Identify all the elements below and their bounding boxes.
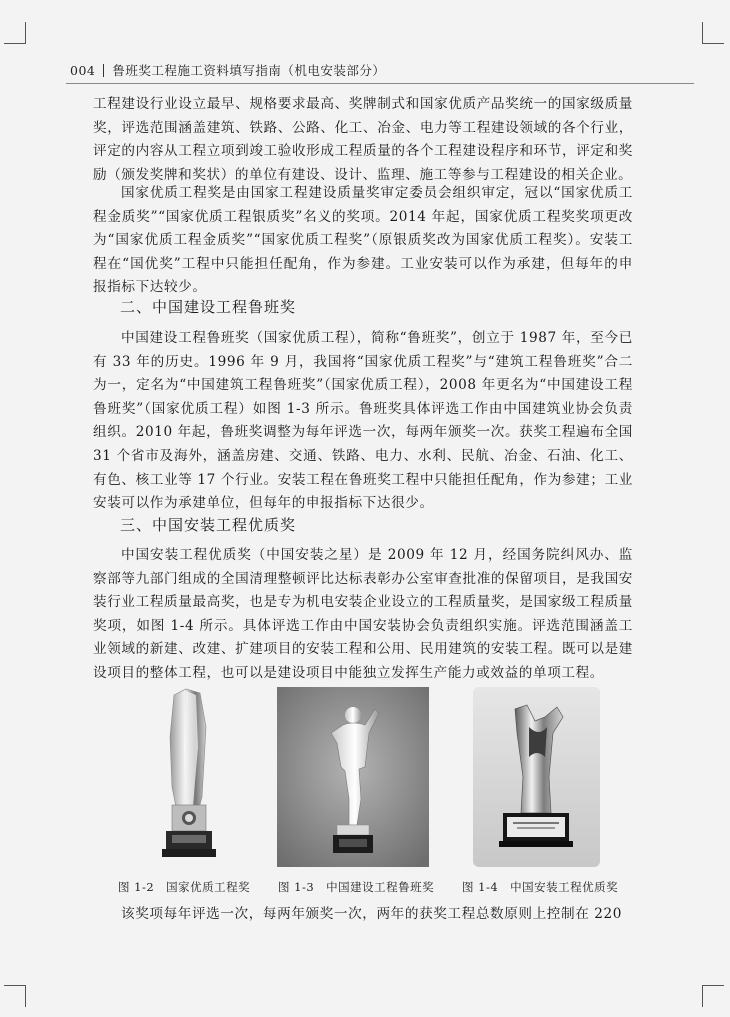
paragraph: 工程建设行业设立最早、规格要求最高、奖牌制式和国家优质产品奖统一的国家级质量奖，评选范围涵盖建筑、铁路、公路、化工、冶金、电力等工程建设领域的各个行业，评定的内容从工程立项到竣工验收形成工程质量的各个工程建设程序和环节，评定和奖励（颁发奖牌和奖状）的单位有建设、设计、监理、施工等参与工程建设的相关企业。 — [93, 96, 633, 183]
header-rule — [66, 83, 694, 84]
crop-mark — [25, 985, 26, 1007]
running-header — [70, 61, 385, 79]
crop-mark — [25, 22, 26, 44]
book-title: 鲁班奖工程施工资料填写指南（机电安装部分） — [112, 63, 386, 78]
section-heading: 三、中国安装工程优质奖 — [120, 516, 297, 534]
paragraph: 中国安装工程优质奖（中国安装之星）是 2009 年 12 月，经国务院纠风办、监察部等九部门组成的全国清理整顿评比达标表彰办公室审查批准的保留项目，是我国安装行业工程质量最高奖，也是专为机电安装企业设立的工程质量奖，是国家级工程质量奖项，如图 1-4 所示。具体评选工作由中国安装协会负责组织实施。评选范围涵盖工业领域的新建、改建、扩建项目的安装工程和公用、民用建筑的安装工程。既可以是建设项目的整体工程，也可以是建设项目中能独立发挥生产能力或效益的单项工程。 — [93, 547, 633, 681]
trophy-photo-national-quality — [150, 687, 230, 867]
crop-mark — [702, 985, 724, 986]
figure-caption: 图 1-4 中国安装工程优质奖 — [462, 880, 619, 894]
section-heading: 二、中国建设工程鲁班奖 — [120, 298, 297, 316]
crop-mark — [702, 985, 703, 1007]
crop-mark — [4, 985, 26, 986]
page-number: 004 — [70, 63, 96, 78]
paragraph: 国家优质工程奖是由国家工程建设质量奖审定委员会组织审定，冠以“国家优质工程金质奖”“国家优质工程银质奖”名义的奖项。2014 年起，国家优质工程奖奖项更改为“国家优质工程金质奖”“国家优质工程奖”（原银质奖改为国家优质工程奖）。安装工程在“国优奖”工程中只能担任配角，作为参建。工业安装可以作为承建，但每年的申报指标下达较少。 — [93, 185, 633, 296]
figure-caption: 图 1-2 国家优质工程奖 — [118, 880, 251, 894]
figure-caption: 图 1-3 中国建设工程鲁班奖 — [278, 880, 435, 894]
crop-mark — [702, 22, 703, 44]
header-separator — [103, 64, 104, 77]
paragraph: 该奖项每年评选一次，每两年颁奖一次，两年的获奖工程总数原则上控制在 220 — [121, 906, 623, 922]
crop-mark — [4, 43, 26, 44]
trophy-photo-installation — [473, 687, 600, 867]
paragraph: 中国建设工程鲁班奖（国家优质工程），简称“鲁班奖”，创立于 1987 年，至今已有 33 年的历史。1996 年 9 月，我国将“国家优质工程奖”与“建筑工程鲁班奖”合二为一，定名为“中国建筑工程鲁班奖”（国家优质工程），2008 年更名为“中国建设工程鲁班奖”（国家优质工程）如图 1-3 所示。鲁班奖具体评选工作由中国建筑业协会负责组织。2010 年起，鲁班奖调整为每年评选一次，每两年颁奖一次。获奖工程遍布全国 31 个省市及海外，涵盖房建、交通、铁路、电力、水利、民航、冶金、石油、化工、有色、核工业等 17 个行业。安装工程在鲁班奖工程中只能担任配角，作为参建；工业安装可以作为承建单位，但每年的申报指标下达很少。 — [93, 330, 633, 512]
trophy-photo-luban — [277, 687, 429, 867]
crop-mark — [702, 43, 724, 44]
